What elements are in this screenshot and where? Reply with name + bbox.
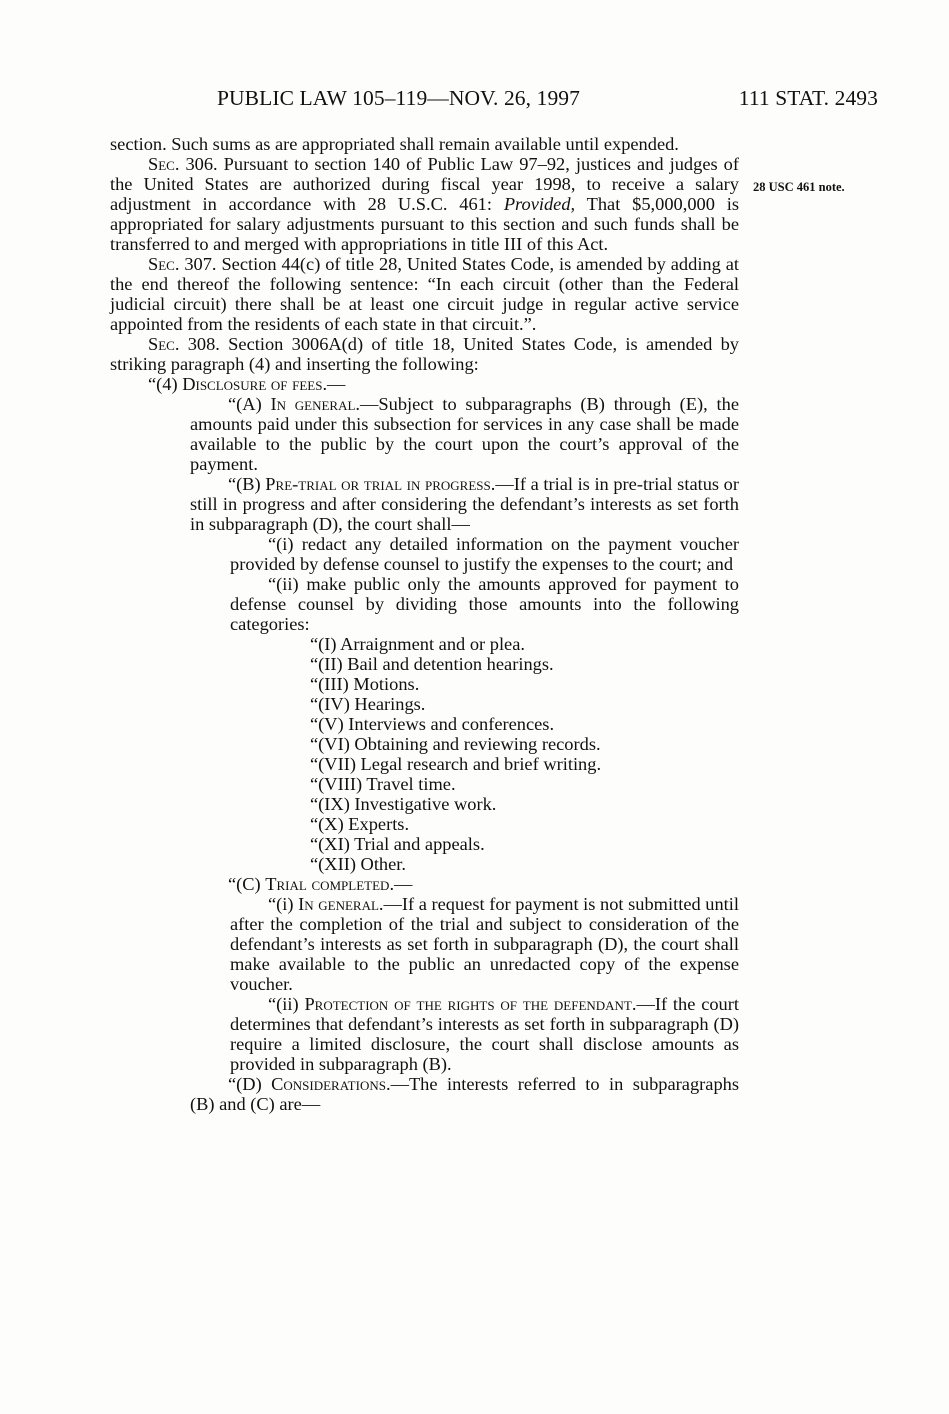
clause-b-ii: “(ii) make public only the amounts approved for payment to defense counsel by dividing those amounts into the following categories: — [230, 574, 739, 634]
list-item: “(V) Interviews and conferences. — [310, 714, 555, 734]
paragraph-continuation: section. Such sums as are appropriated shall remain available until expended. — [110, 134, 679, 154]
subparagraph-a: “(A) In general.—Subject to subparagraphs (B) through (E), the amounts paid under this subsection for services in any case shall be made available to the public by the court upon the court’s approval of the payment. — [190, 394, 739, 474]
category-list — [110, 634, 739, 874]
section-306: Sec. 306. Pursuant to section 140 of Public Law 97–92, justices and judges of the United States are authorized during fiscal year 1998, to receive a salary adjustment in accordance with 28 U.S.C. 461: Provided, That $5,000,000 is appropriated for salary adjustments pursuant to this section and such funds shall be transferred to and merged with appropriations in title III of this Act. — [110, 154, 740, 254]
clause-c-i: “(i) In general.—If a request for payment is not submitted until after the completion of the trial and subject to consideration of the defendant’s interests as set forth in subparagraph (D), the court shall make available to the public an unredacted copy of the expense voucher. — [230, 894, 739, 994]
list-item: “(III) Motions. — [310, 674, 420, 694]
list-item: “(IV) Hearings. — [310, 694, 426, 714]
section-label: Sec. — [148, 254, 180, 274]
paragraph-4-heading: “(4) Disclosure of fees.— — [148, 374, 346, 394]
subparagraph-d: “(D) Considerations.—The interests referred to in subparagraphs (B) and (C) are— — [190, 1074, 739, 1114]
section-308: Sec. 308. Section 3006A(d) of title 18, United States Code, is amended by striking paragraph (4) and inserting the following: — [110, 334, 739, 374]
subparagraph-c: “(C) Trial completed.— — [228, 874, 413, 894]
list-item: “(X) Experts. — [310, 814, 410, 834]
margin-note: 28 USC 461 note. — [753, 180, 845, 194]
proviso: Provided, — [503, 194, 576, 214]
clause-c-ii: “(ii) Protection of the rights of the defendant.—If the court determines that defendant’s interests as set forth in subparagraph (D) require a limited disclosure, the court shall disclose amounts as provided in subparagraph (B). — [230, 994, 739, 1074]
list-item: “(VII) Legal research and brief writing. — [310, 754, 602, 774]
section-label: Sec. — [148, 154, 180, 174]
header-page-number: 111 STAT. 2493 — [738, 86, 878, 110]
clause-b-i: “(i) redact any detailed information on the payment voucher provided by defense counsel to justify the expenses to the court; and — [230, 534, 739, 574]
document-body — [110, 134, 739, 1114]
subparagraph-b: “(B) Pre-trial or trial in progress.—If a trial is in pre-trial status or still in progress and after considering the defendant’s interests as set forth in subparagraph (D), the court shall— — [190, 474, 739, 534]
list-item: “(XII) Other. — [310, 854, 406, 874]
list-item: “(XI) Trial and appeals. — [310, 834, 485, 854]
section-label: Sec. — [148, 334, 180, 354]
list-item: “(I) Arraignment and or plea. — [310, 634, 525, 654]
section-307: Sec. 307. Section 44(c) of title 28, United States Code, is amended by adding at the end thereof the following sentence: “In each circuit (other than the Federal judicial circuit) there shall be at least one circuit judge in regular active service appointed from the residents of each state in that circuit.”. — [110, 254, 739, 334]
header-citation: PUBLIC LAW 105–119—NOV. 26, 1997 — [217, 86, 581, 110]
running-header — [110, 86, 880, 114]
list-item: “(II) Bail and detention hearings. — [310, 654, 554, 674]
list-item: “(VIII) Travel time. — [310, 774, 456, 794]
list-item: “(IX) Investigative work. — [310, 794, 497, 814]
list-item: “(VI) Obtaining and reviewing records. — [310, 734, 601, 754]
